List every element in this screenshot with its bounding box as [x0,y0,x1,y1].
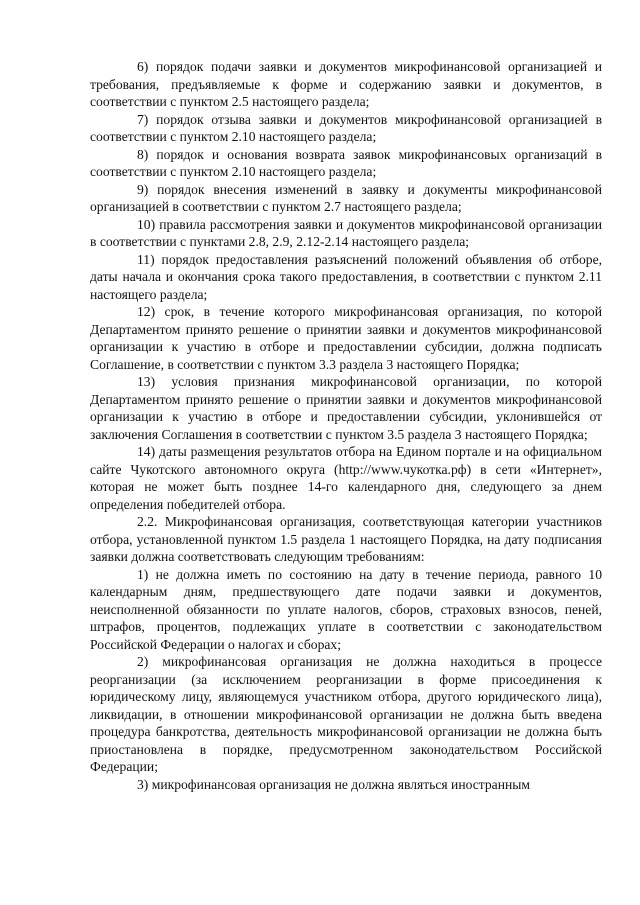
paragraph-item-14: 14) даты размещения результатов отбора на Едином портале и на официальном сайте Чукотского автономного округа (http://www.чукотка.рф) в сети «Интернет», которая не может быть позднее 14-го календарного дня, следующего за днем определения победителей отбора. [90,444,602,512]
paragraph-requirement-1: 1) не должна иметь по состоянию на дату в течение периода, равного 10 календарным дням, предшествующего дате подачи заявки и документов, неисполненной обязанности по уплате налогов, сборов, страховых взносов, пеней, штрафов, процентов, подлежащих уплате в соответствии с законодательством Российской Федерации о налогах и сборах; [90,566,602,652]
paragraph-item-13: 13) условия признания микрофинансовой организации, по которой Департаментом принято решение о принятии заявки и документов микрофинансовой организации к участию в отборе и предоставлении субсидии, уклонившейся от заключения Соглашения в соответствии с пунктом 3.5 раздела 3 настоящего Порядка; [90,374,602,442]
paragraph-item-7: 7) порядок отзыва заявки и документов микрофинансовой организацией в соответствии с пунктом 2.10 настоящего раздела; [90,111,602,144]
paragraph-item-6: 6) порядок подачи заявки и документов микрофинансовой организацией и требования, предъявляемые к форме и содержанию заявки и документов, в соответствии с пунктом 2.5 настоящего раздела; [90,59,602,109]
paragraph-requirement-2: 2) микрофинансовая организация не должна находиться в процессе реорганизации (за исключением реорганизации в форме присоединения к юридическому лицу, являющемуся участником отбора, другого юридического лица), ликвидации, в отношении микрофинансовой организации не должна быть введена процедура банкротства, деятельность микрофинансовой организации не должна быть приостановлена в порядке, предусмотренном законодательством Российской Федерации; [90,654,602,774]
paragraph-item-9: 9) порядок внесения изменений в заявку и документы микрофинансовой организацией в соответствии с пунктом 2.7 настоящего раздела; [90,181,602,214]
paragraph-item-12: 12) срок, в течение которого микрофинансовая организация, по которой Департаментом принято решение о принятии заявки и документов микрофинансовой организации к участию в отборе и предоставлении субсидии, должна подписать Соглашение, в соответствии с пунктом 3.3 раздела 3 настоящего Порядка; [90,304,602,372]
paragraph-section-2-2: 2.2. Микрофинансовая организация, соответствующая категории участников отбора, установленной пунктом 1.5 раздела 1 настоящего Порядка, на дату подписания заявки должна соответствовать следующим требованиям: [90,514,602,564]
paragraph-item-11: 11) порядок предоставления разъяснений положений объявления об отборе, даты начала и окончания срока такого предоставления, в соответствии с пунктом 2.11 настоящего раздела; [90,251,602,302]
paragraph-item-10: 10) правила рассмотрения заявки и документов микрофинансовой организации в соответствии с пунктами 2.8, 2.9, 2.12-2.14 настоящего раздела; [90,216,602,249]
paragraph-item-8: 8) порядок и основания возврата заявок микрофинансовых организаций в соответствии с пунктом 2.10 настоящего раздела; [90,146,602,179]
paragraph-requirement-3: 3) микрофинансовая организация не должна являться иностранным [137,776,530,792]
document-page [90,58,602,793]
